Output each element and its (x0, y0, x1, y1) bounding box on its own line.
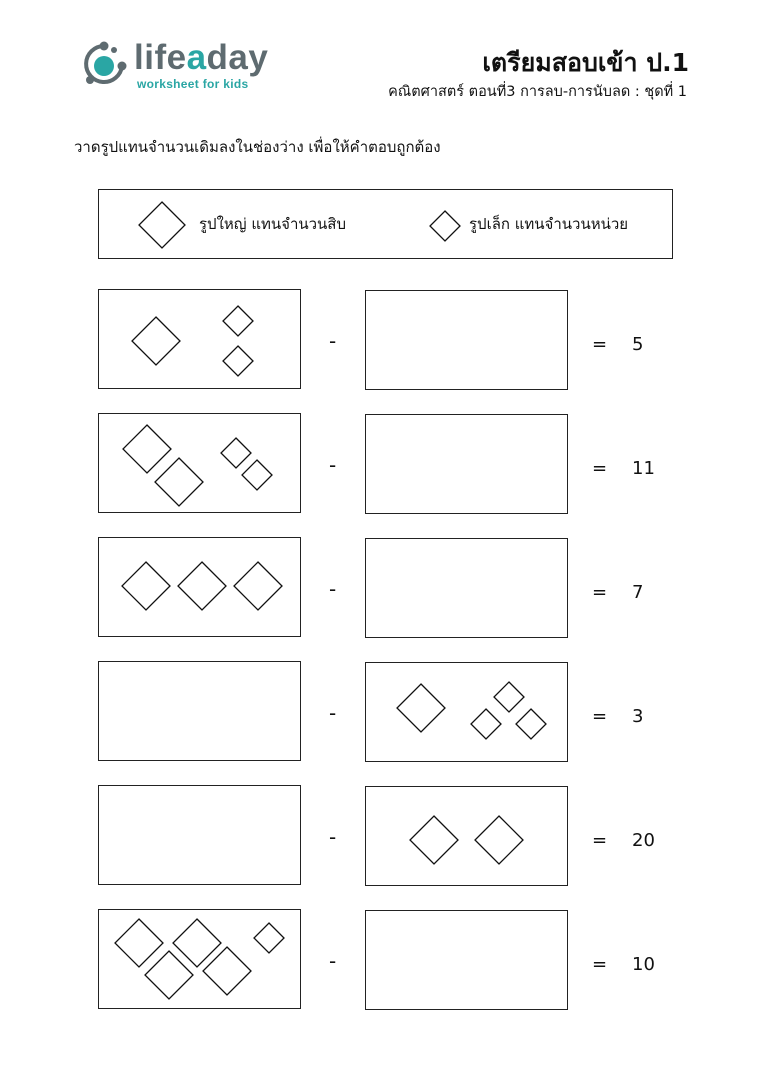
answer-box-right-6[interactable] (365, 910, 568, 1010)
instruction-text: วาดรูปแทนจำนวนเดิมลงในช่องว่าง เพื่อให้คำตอบถูกต้อง (74, 138, 441, 156)
picture-box-right-4 (365, 662, 568, 762)
answer-value: 11 (632, 458, 655, 479)
equals-sign: = (592, 954, 608, 975)
big-diamond-icon (234, 562, 282, 610)
big-diamond-icon (122, 562, 170, 610)
picture-box-left-2 (98, 413, 301, 513)
equals-sign: = (592, 582, 608, 603)
big-diamond-icon (115, 919, 163, 967)
picture-box-left-1 (98, 289, 301, 389)
big-diamond-icon (410, 816, 458, 864)
equals-sign: = (592, 458, 608, 479)
equals-sign: = (592, 830, 608, 851)
answer-box-right-2[interactable] (365, 414, 568, 514)
minus-sign: - (329, 701, 337, 725)
small-diamond-icon (254, 923, 284, 953)
small-diamond-icon (221, 438, 251, 468)
answer-box-right-3[interactable] (365, 538, 568, 638)
small-diamond-icon (429, 210, 461, 242)
minus-sign: - (329, 949, 337, 973)
brand-logo (82, 38, 282, 98)
big-diamond-icon (137, 200, 187, 250)
answer-value: 20 (632, 830, 655, 851)
minus-sign: - (329, 577, 337, 601)
equals-sign: = (592, 706, 608, 727)
small-diamond-icon (242, 460, 272, 490)
small-diamond-icon (223, 346, 253, 376)
answer-box-left-4[interactable] (98, 661, 301, 761)
picture-box-left-3 (98, 537, 301, 637)
page-subtitle: คณิตศาสตร์ ตอนที่3 การลบ-การนับลด : ชุดที่ 1 (388, 84, 687, 100)
small-diamond-icon (494, 682, 524, 712)
small-diamond-icon (223, 306, 253, 336)
minus-sign: - (329, 825, 337, 849)
answer-value: 3 (632, 706, 644, 727)
big-diamond-icon (132, 317, 180, 365)
answer-value: 10 (632, 954, 655, 975)
brand-tagline: worksheet for kids (137, 77, 249, 91)
minus-sign: - (329, 329, 337, 353)
big-diamond-icon (178, 562, 226, 610)
page-title: เตรียมสอบเข้า ป.1 (482, 48, 689, 77)
equals-sign: = (592, 334, 608, 355)
big-diamond-icon (123, 425, 171, 473)
answer-value: 5 (632, 334, 644, 355)
molecule-logo-icon (82, 40, 132, 92)
legend-small-label: รูปเล็ก แทนจำนวนหน่วย (469, 215, 629, 233)
minus-sign: - (329, 453, 337, 477)
big-diamond-icon (155, 458, 203, 506)
legend-box (98, 189, 673, 259)
big-diamond-icon (475, 816, 523, 864)
answer-box-right-1[interactable] (365, 290, 568, 390)
picture-box-left-6 (98, 909, 301, 1009)
brand-name: lifeaday (134, 38, 269, 77)
big-diamond-icon (145, 951, 193, 999)
small-diamond-icon (516, 709, 546, 739)
answer-box-left-5[interactable] (98, 785, 301, 885)
big-diamond-icon (397, 684, 445, 732)
picture-box-right-5 (365, 786, 568, 886)
small-diamond-icon (471, 709, 501, 739)
answer-value: 7 (632, 582, 644, 603)
legend-big-label: รูปใหญ่ แทนจำนวนสิบ (199, 215, 346, 233)
